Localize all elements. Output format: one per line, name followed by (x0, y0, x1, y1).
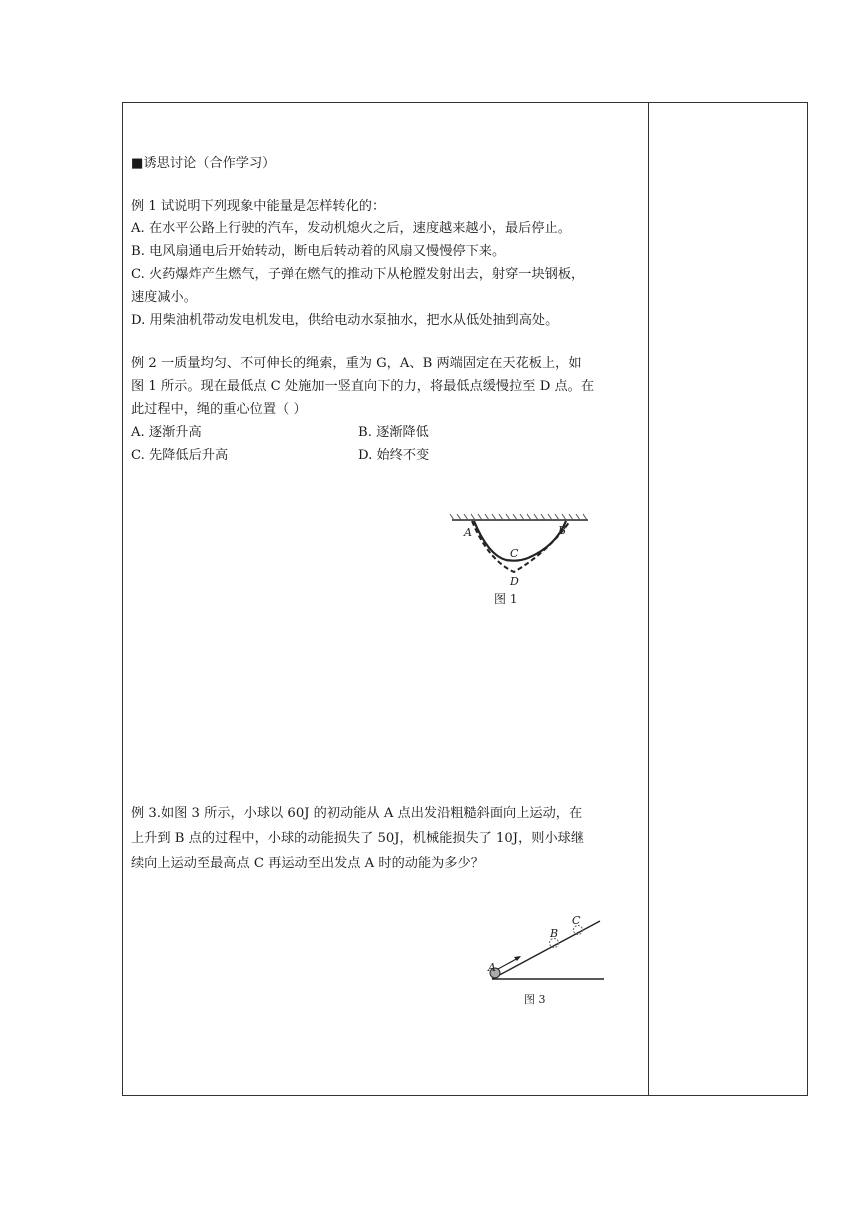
example2-option-a: A. 逐渐升高 (131, 425, 202, 440)
label-c: C (572, 914, 581, 927)
figure-3 (484, 910, 609, 1012)
example2-line1: 例 2 一质量均匀、不可伸长的绳索，重为 G，A、B 两端固定在天花板上，如 (131, 356, 582, 371)
example1-item-c-line1: C. 火药爆炸产生燃气，子弹在燃气的推动下从枪膛发射出去，射穿一块钢板， (131, 267, 585, 282)
figure-1-caption: 图 1 (494, 592, 518, 606)
incline-diagram (484, 910, 609, 1012)
example1-item-c-line2: 速度减小。 (131, 290, 197, 305)
label-b: B (550, 927, 559, 940)
example2-option-c: C. 先降低后升高 (131, 448, 229, 463)
label-a: A (488, 961, 496, 974)
example2-line2: 图 1 所示。现在最低点 C 处施加一竖直向下的力，将最低点缓慢拉至 D 点。在 (131, 379, 595, 394)
example3-line1: 例 3.如图 3 所示，小球以 60J 的初动能从 A 点出发沿粗糙斜面向上运动，在 (131, 806, 583, 821)
example3-line2: 上升到 B 点的过程中，小球的动能损失了 50J，机械能损失了 10J，则小球继 (131, 831, 585, 846)
example2-option-d: D. 始终不变 (358, 448, 430, 463)
label-c: C (510, 547, 519, 560)
column-divider (648, 102, 649, 1096)
example1-item-b: B. 电风扇通电后开始转动，断电后转动着的风扇又慢慢停下来。 (131, 244, 506, 259)
example1-item-d: D. 用柴油机带动发电机发电，供给电动水泵抽水，把水从低处抽到高处。 (131, 313, 559, 328)
section-title: ■诱思讨论（合作学习） (131, 156, 276, 171)
label-d: D (510, 575, 519, 588)
figure-1 (448, 510, 593, 610)
rope-diagram (448, 510, 593, 610)
rope-solid (474, 521, 566, 561)
example1-prompt: 例 1 试说明下列现象中能量是怎样转化的： (131, 199, 386, 214)
example2-line3: 此过程中，绳的重心位置（ ） (131, 402, 307, 417)
example3-line3: 续向上运动至最高点 C 再运动至出发点 A 时的动能为多少？ (131, 856, 484, 871)
incline-surface (492, 921, 600, 979)
figure-3-caption: 图 3 (524, 993, 546, 1006)
label-b: B (558, 524, 567, 537)
example2-option-b: B. 逐渐降低 (358, 425, 429, 440)
label-a: A (464, 526, 472, 539)
example1-item-a: A. 在水平公路上行驶的汽车，发动机熄火之后，速度越来越小，最后停止。 (131, 221, 571, 236)
